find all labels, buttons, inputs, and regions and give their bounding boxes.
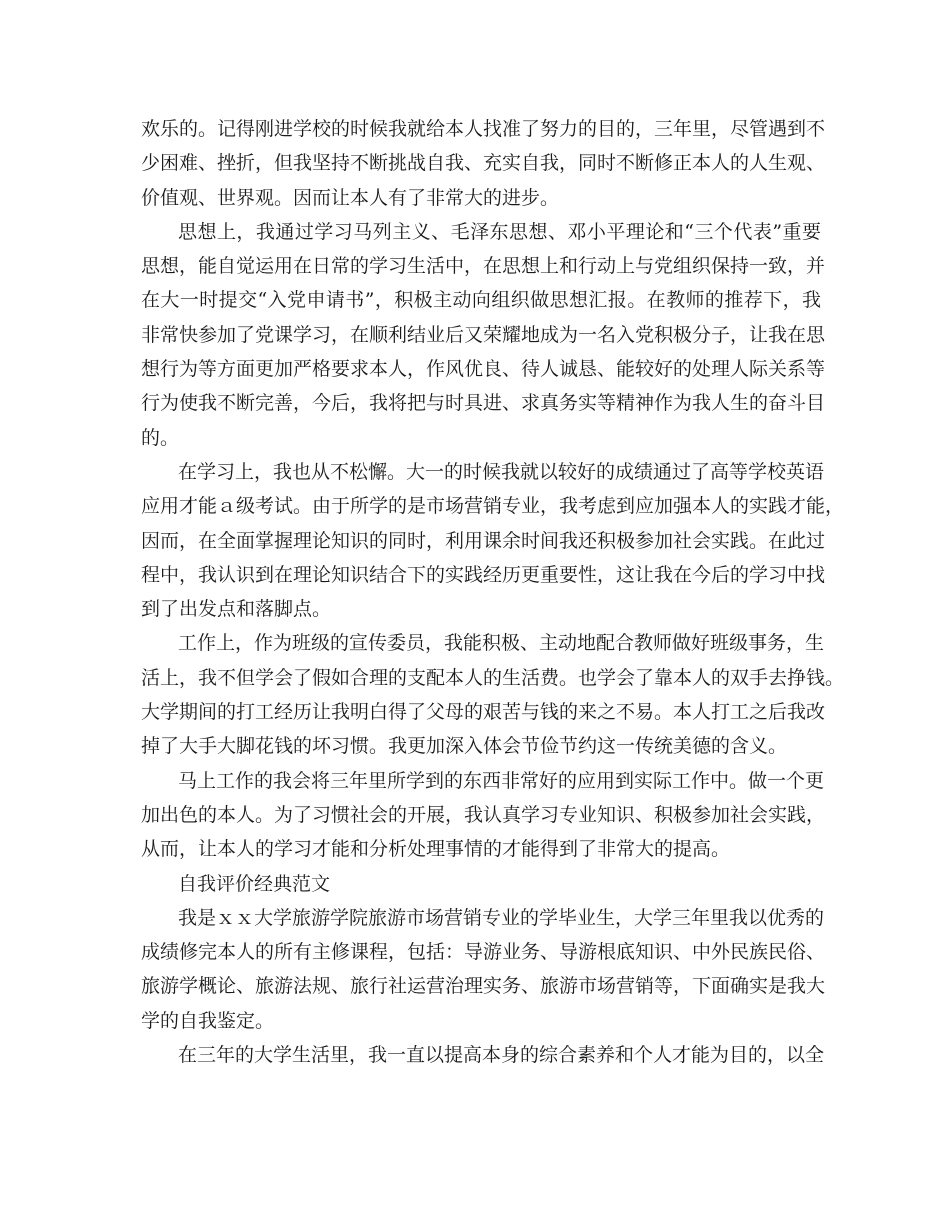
text-line: 思想，能自觉运用在日常的学习生活中，在思想上和行动上与党组织保持一致，并	[141, 255, 826, 278]
paragraph-first-line: 思想上，我通过学习马列主义、毛泽东思想、邓小平理论和“三个代表”重要	[178, 220, 821, 243]
text-line: 掉了大手大脚花钱的坏习惯。我更加深入体会节俭节约这一传统美德的含义。	[141, 735, 788, 758]
text-line: 加出色的本人。为了习惯社会的开展，我认真学习专业知识、积极参加社会实践，	[141, 803, 826, 826]
text-line: 在大一时提交“入党申请书”，积极主动向组织做思想汇报。在教师的推荐下，我	[141, 289, 821, 312]
paragraph-first-line: 我是ｘｘ大学旅游学院旅游市场营销专业的学毕业生，大学三年里我以优秀的	[178, 906, 825, 929]
text-line: 学的自我鉴定。	[141, 1009, 275, 1032]
text-line: 到了出发点和落脚点。	[141, 598, 332, 621]
document-body	[141, 112, 845, 1072]
text-line: 少困难、挫折，但我坚持不断挑战自我、充实自我，同时不断修正本人的人生观、	[141, 152, 826, 175]
text-line: 价值观、世界观。因而让本人有了非常大的进步。	[141, 186, 560, 209]
text-line: 应用才能ａ级考试。由于所学的是市场营销专业，我考虑到应加强本人的实践才能，	[141, 495, 845, 518]
text-line: 程中，我认识到在理论知识结合下的实践经历更重要性，这让我在今后的学习中找	[141, 563, 826, 586]
section-heading: 自我评价经典范文	[178, 872, 331, 895]
text-line: 成绩修完本人的所有主修课程，包括：导游业务、导游根底知识、中外民族民俗、	[141, 941, 826, 964]
text-line: 非常快参加了党课学习，在顺利结业后又荣耀地成为一名入党积极分子，让我在思	[141, 323, 826, 346]
text-line: 旅游学概论、旅游法规、旅行社运营治理实务、旅游市场营销等，下面确实是我大	[141, 975, 826, 998]
text-line: 大学期间的打工经历让我明白得了父母的艰苦与钱的来之不易。本人打工之后我改	[141, 701, 826, 724]
text-line: 欢乐的。记得刚进学校的时候我就给本人找准了努力的目的，三年里，尽管遇到不	[141, 118, 826, 140]
paragraph-first-line: 工作上，作为班级的宣传委员，我能积极、主动地配合教师做好班级事务，生	[178, 632, 825, 655]
text-line: 想行为等方面更加严格要求本人，作风优良、待人诚恳、能较好的处理人际关系等	[141, 358, 826, 381]
paragraph-first-line: 马上工作的我会将三年里所学到的东西非常好的应用到实际工作中。做一个更	[178, 769, 825, 792]
paragraph-first-line: 在三年的大学生活里，我一直以提高本身的综合素养和个人才能为目的，以全	[178, 1044, 825, 1067]
text-line: 因而，在全面掌握理论知识的同时，利用课余时间我还积极参加社会实践。在此过	[141, 529, 826, 552]
text-line: 活上，我不但学会了假如合理的支配本人的生活费。也学会了靠本人的双手去挣钱。	[141, 666, 845, 689]
text-line: 行为使我不断完善，今后，我将把与时具进、求真务实等精神作为我人生的奋斗目	[141, 392, 826, 415]
paragraph-first-line: 在学习上，我也从不松懈。大一的时候我就以较好的成绩通过了高等学校英语	[178, 460, 825, 483]
text-line: 从而，让本人的学习才能和分析处理事情的才能得到了非常大的提高。	[141, 838, 731, 861]
text-line: 的。	[141, 426, 180, 449]
